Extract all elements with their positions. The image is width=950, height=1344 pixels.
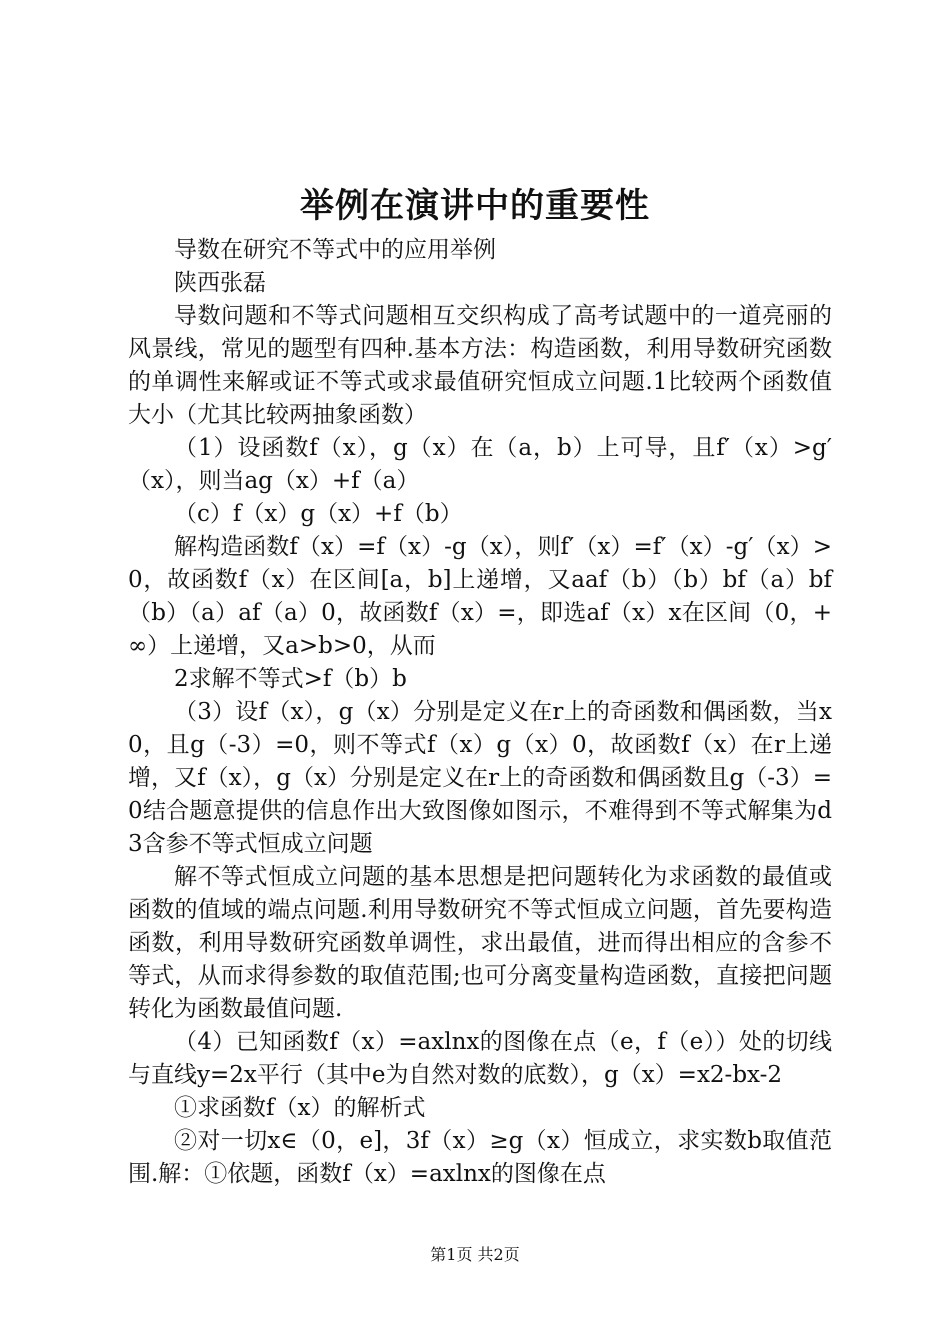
paragraph-example-3: （3）设f（x），g（x）分别是定义在r上的奇函数和偶函数，当x0，且g（-3）=0，则不等式f（x）g（x）0，故函数f（x）在r上递增，又f（x），g（x）分别是定义在r上的奇函数和偶函数且g（-3）=0结合题意提供的信息作出大致图像如图示，不难得到不等式解集为d3含参不等式恒成立问题 bbox=[128, 699, 832, 857]
paragraph-question-1: ①求函数f（x）的解析式 bbox=[174, 1095, 426, 1121]
paragraph-section-2: 2求解不等式>f（b）b bbox=[174, 666, 407, 692]
paragraph-example-4: （4）已知函数f（x）=axlnx的图像在点（e，f（e））处的切线与直线y=2x平行（其中e为自然对数的底数），g（x）=x2-bx-2 bbox=[128, 1029, 832, 1088]
paragraph-question-2: ②对一切x∈（0，e]，3f（x）≥g（x）恒成立，求实数b取值范围.解：①依题，函数f（x）=axlnx的图像在点 bbox=[128, 1128, 832, 1187]
paragraph-example-1: （1）设函数f（x），g（x）在（a，b）上可导，且f′（x）>g′（x），则当ag（x）+f（a） bbox=[128, 435, 832, 494]
document-title: 举例在演讲中的重要性 bbox=[300, 186, 650, 226]
paragraph-intro: 导数问题和不等式问题相互交织构成了高考试题中的一道亮丽的风景线，常见的题型有四种.基本方法：构造函数，利用导数研究函数的单调性来解或证不等式或求最值研究恒成立问题.1比较两个函数值大小（尤其比较两抽象函数） bbox=[128, 303, 832, 428]
paragraph-method: 解不等式恒成立问题的基本思想是把问题转化为求函数的最值或函数的值域的端点问题.利用导数研究不等式恒成立问题，首先要构造函数，利用导数研究函数单调性，求出最值，进而得出相应的含参不等式，从而求得参数的取值范围;也可分离变量构造函数，直接把问题转化为函数最值问题. bbox=[128, 864, 832, 1022]
paragraph-author: 陕西张磊 bbox=[174, 270, 266, 296]
page-number-footer: 第1页 共2页 bbox=[430, 1245, 520, 1264]
paragraph-subtitle: 导数在研究不等式中的应用举例 bbox=[174, 237, 496, 263]
paragraph-solution-1: 解构造函数f（x）=f（x）-g（x），则f′（x）=f′（x）-g′（x）>0，故函数f（x）在区间[a，b]上递增，又aaf（b）（b）bf（a）bf（b）（a）af（a）0，故函数f（x）=，即选af（x）x在区间（0，+∞）上递增，又a>b>0，从而 bbox=[128, 534, 832, 659]
paragraph-option-c: （c）f（x）g（x）+f（b） bbox=[174, 501, 463, 527]
document-body bbox=[128, 234, 832, 1191]
